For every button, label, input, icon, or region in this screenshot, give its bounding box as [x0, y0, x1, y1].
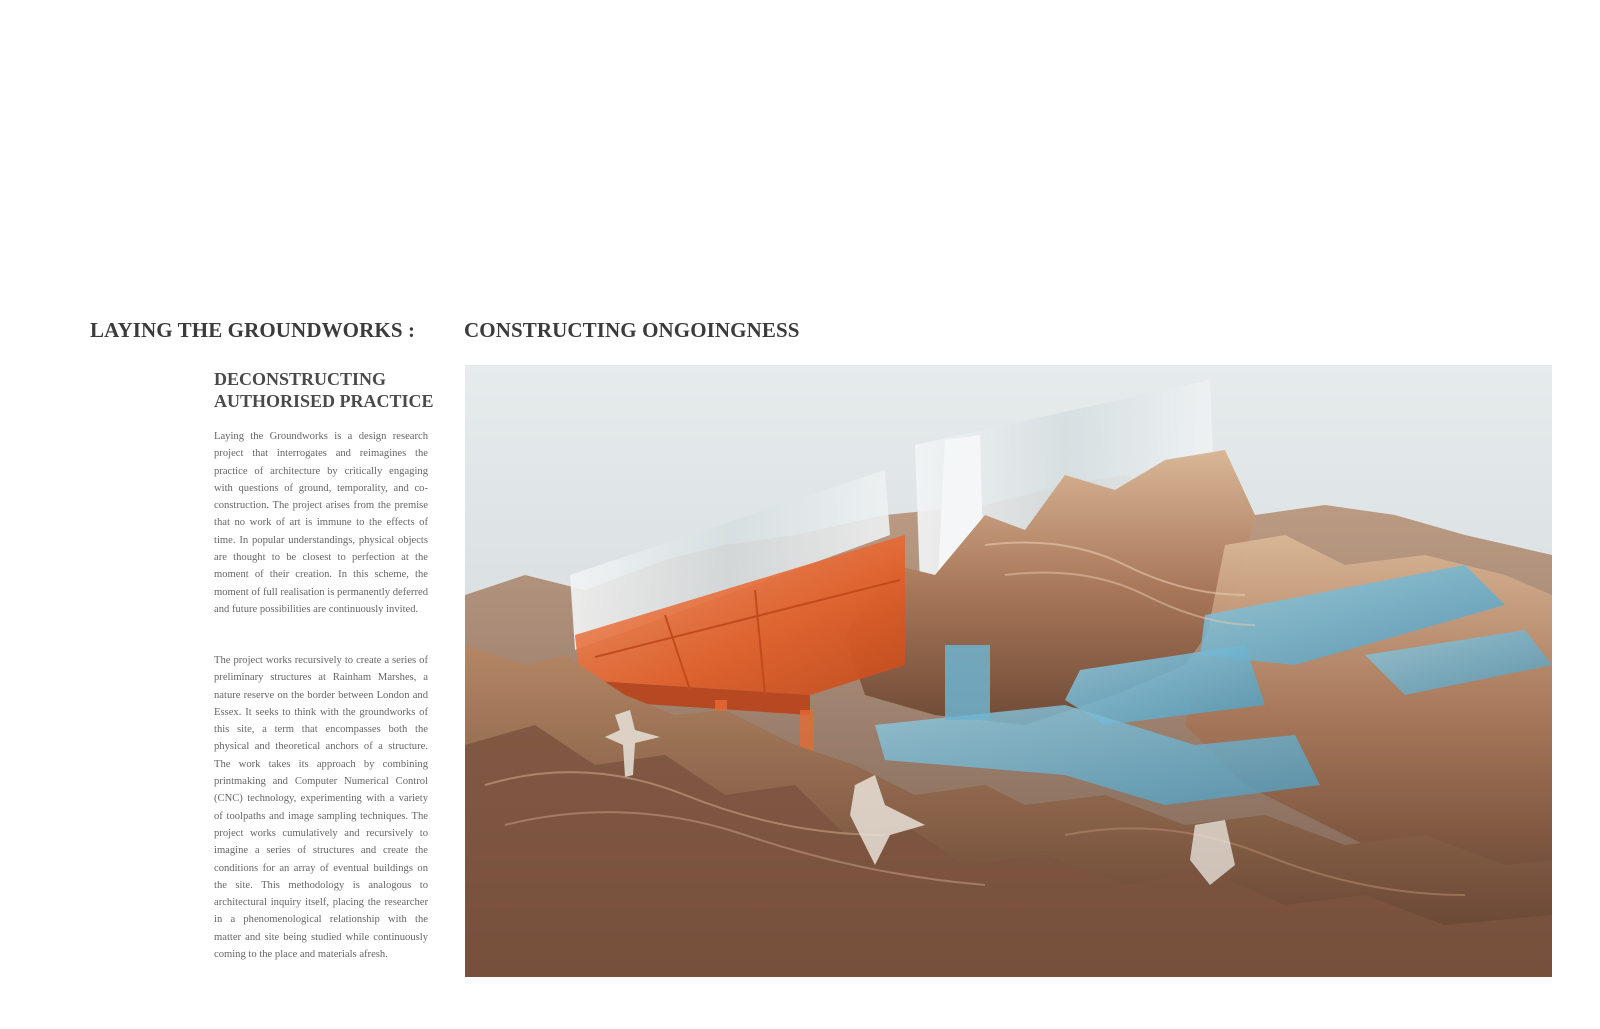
- subtitle-line-1: DECONSTRUCTING: [214, 369, 387, 389]
- body-paragraph-1: Laying the Groundworks is a design research project that interrogates and reimagines the practice of architecture by critically engaging with questions of ground, temporality, and co-construction. The project arises from the premise that no work of art is immune to the effects of time. In popular understandings, physical objects are thought to be closest to perfection at the moment of their creation. In this scheme, the moment of full realisation is permanently deferred and future possibilities are continuously invited.: [214, 431, 428, 615]
- subtitle-line-2: AUTHORISED PRACTICE: [214, 391, 434, 411]
- body-paragraph-2: The project works recursively to create a series of preliminary structures at Rainham Marshes, a nature reserve on the border between London and Essex. It seeks to think with the groundworks of this site, a term that encompasses both the physical and theoretical anchors of a structure. The work takes its approach by combining printmaking and Computer Numerical Control (CNC) technology, experimenting with a variety of toolpaths and image sampling techniques. The project works cumulatively and recursively to imagine a series of structures and create the conditions for an array of eventual buildings on the site. This methodology is analogous to architectural inquiry itself, placing the researcher in a phenomenological relationship with the matter and site being studied while continuously coming to the place and materials afresh.: [214, 655, 428, 961]
- model-photograph-illustration: [465, 365, 1552, 977]
- blue-column: [945, 645, 990, 720]
- section-subtitle: [214, 368, 434, 412]
- page-title-right: CONSTRUCTING ONGOINGNESS: [464, 318, 800, 342]
- page-title-left: LAYING THE GROUNDWORKS :: [90, 318, 416, 342]
- model-photograph: [465, 365, 1552, 977]
